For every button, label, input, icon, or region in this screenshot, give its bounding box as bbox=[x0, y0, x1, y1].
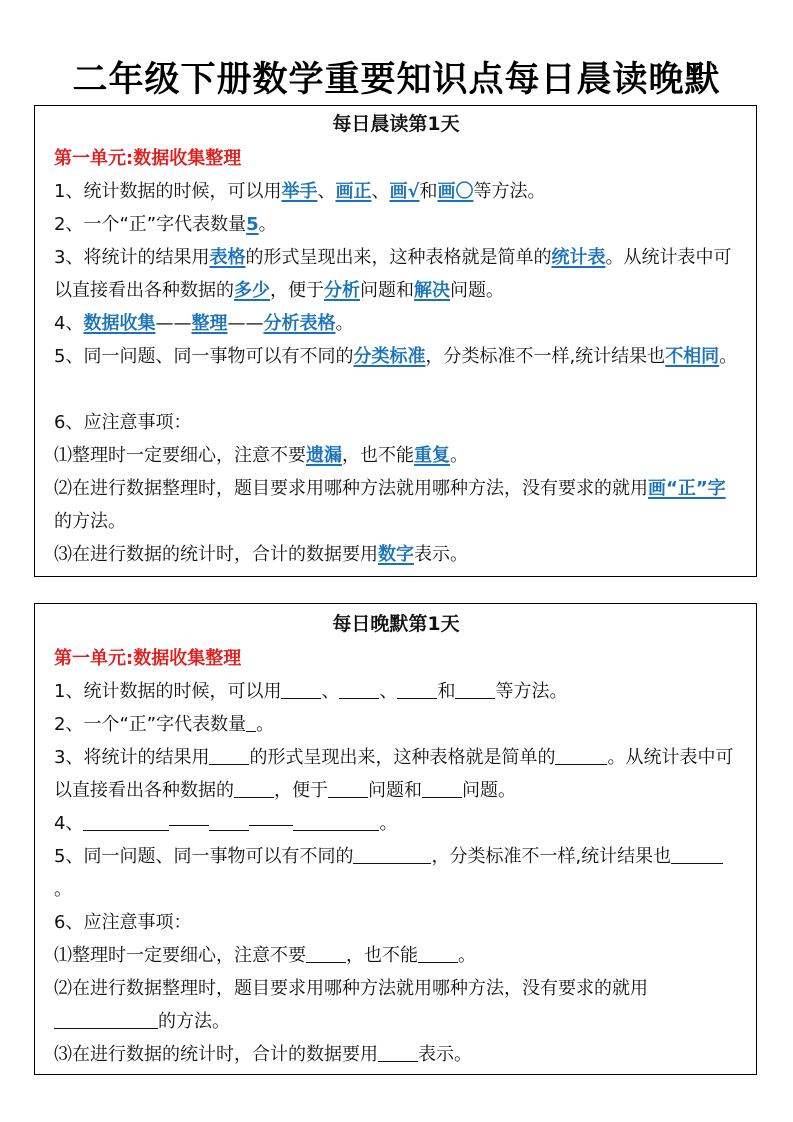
fill-blank[interactable] bbox=[246, 713, 256, 732]
answer: 画“正”字 bbox=[648, 478, 726, 499]
text: 、 bbox=[317, 181, 336, 202]
fill-blank[interactable] bbox=[54, 1010, 158, 1029]
morning-line-9 bbox=[54, 538, 738, 571]
evening-line-4 bbox=[54, 807, 738, 840]
answer: 数字 bbox=[378, 544, 414, 565]
dash-separator bbox=[249, 815, 293, 826]
fill-blank[interactable] bbox=[306, 944, 346, 963]
evening-line-9 bbox=[54, 1038, 738, 1071]
text: 、 bbox=[371, 181, 390, 202]
text: 。 bbox=[458, 945, 476, 966]
morning-line-3 bbox=[54, 241, 738, 307]
fill-blank[interactable] bbox=[671, 845, 723, 864]
evening-line-6: 6、应注意事项： bbox=[54, 912, 192, 933]
text: 、 bbox=[379, 681, 398, 702]
text: 5、同一问题、同一事物可以有不同的 bbox=[54, 346, 354, 367]
fill-blank[interactable] bbox=[397, 680, 437, 699]
fill-blank[interactable] bbox=[353, 845, 431, 864]
answer: 画〇 bbox=[437, 181, 474, 202]
text: ⑴整理时一定要细心，注意不要 bbox=[54, 945, 306, 966]
text: ，分类标准不一样,统计结果也 bbox=[425, 346, 666, 367]
fill-blank[interactable] bbox=[339, 680, 379, 699]
fill-blank[interactable] bbox=[328, 779, 368, 798]
text: 5、同一问题、同一事物可以有不同的 bbox=[54, 846, 354, 867]
answer: 分类标准 bbox=[353, 346, 426, 367]
text: ，便于 bbox=[270, 280, 324, 301]
fill-blank[interactable] bbox=[209, 812, 249, 831]
text: 等方法。 bbox=[473, 181, 546, 202]
text: 和 bbox=[437, 681, 456, 702]
answer: 表格 bbox=[209, 247, 246, 268]
text: 。 bbox=[379, 813, 398, 834]
text: 4、 bbox=[54, 313, 84, 334]
text: 表示。 bbox=[414, 544, 468, 565]
answer: 举手 bbox=[281, 181, 318, 202]
answer: 5 bbox=[246, 214, 259, 235]
text: ，便于 bbox=[274, 780, 328, 801]
text: ，也不能 bbox=[342, 445, 414, 466]
answer: 数据收集 bbox=[83, 313, 156, 334]
answer: 整理 bbox=[191, 313, 228, 334]
text: 、 bbox=[321, 681, 340, 702]
text: 3、将统计的结果用 bbox=[54, 747, 210, 768]
text: 的方法。 bbox=[158, 1011, 230, 1032]
text: 2、一个“正”字代表数量 bbox=[54, 214, 247, 235]
answer: 多少 bbox=[234, 280, 270, 301]
text: 等方法。 bbox=[495, 681, 568, 702]
fill-blank[interactable] bbox=[293, 812, 379, 831]
text: 的形式呈现出来，这种表格就是简单的 bbox=[249, 747, 556, 768]
text: ⑶在进行数据的统计时，合计的数据要用 bbox=[54, 1044, 378, 1065]
morning-line-2 bbox=[54, 208, 738, 241]
morning-heading: 每日晨读第1天 bbox=[332, 113, 460, 135]
evening-line-7 bbox=[54, 939, 738, 972]
fill-blank[interactable] bbox=[418, 944, 458, 963]
text: ，也不能 bbox=[346, 945, 418, 966]
text: —— bbox=[155, 313, 192, 334]
text: 。 bbox=[450, 445, 468, 466]
text: 问题。 bbox=[450, 280, 504, 301]
text: 的形式呈现出来，这种表格就是简单的 bbox=[245, 247, 552, 268]
evening-line-1 bbox=[54, 675, 738, 708]
dash-separator bbox=[169, 815, 209, 826]
text: ，分类标准不一样,统计结果也 bbox=[431, 846, 672, 867]
page-title: 二年级下册数学重要知识点每日晨读晚默 bbox=[72, 60, 721, 100]
text: ⑵在进行数据整理时，题目要求用哪种方法就用哪种方法，没有要求的就用 bbox=[54, 978, 648, 999]
text: 3、将统计的结果用 bbox=[54, 247, 210, 268]
text: 和 bbox=[419, 181, 438, 202]
text: ⑵在进行数据整理时，题目要求用哪种方法就用哪种方法，没有要求的就用 bbox=[54, 478, 648, 499]
fill-blank[interactable] bbox=[234, 779, 274, 798]
morning-line-5 bbox=[54, 340, 738, 406]
answer: 重复 bbox=[414, 445, 450, 466]
text: 。 bbox=[719, 346, 738, 367]
answer: 画正 bbox=[335, 181, 372, 202]
answer: 分析表格 bbox=[263, 313, 336, 334]
fill-blank[interactable] bbox=[281, 680, 321, 699]
fill-blank[interactable] bbox=[209, 746, 249, 765]
text: 。从统计表中可以直接看出各种数据的 bbox=[54, 747, 734, 801]
text: 表示。 bbox=[418, 1044, 472, 1065]
text: 。 bbox=[54, 879, 72, 900]
text: 1、统计数据的时候，可以用 bbox=[54, 681, 282, 702]
fill-blank[interactable] bbox=[378, 1043, 418, 1062]
text: 的方法。 bbox=[54, 511, 126, 532]
answer: 不相同 bbox=[665, 346, 720, 367]
answer: 统计表 bbox=[551, 247, 606, 268]
morning-line-1 bbox=[54, 175, 738, 208]
answer: 解决 bbox=[414, 280, 450, 301]
fill-blank[interactable] bbox=[83, 812, 169, 831]
morning-line-7 bbox=[54, 439, 738, 472]
fill-blank[interactable] bbox=[455, 680, 495, 699]
fill-blank[interactable] bbox=[422, 779, 462, 798]
answer: 分析 bbox=[324, 280, 360, 301]
text: ⑴整理时一定要细心，注意不要 bbox=[54, 445, 306, 466]
answer: 遗漏 bbox=[306, 445, 342, 466]
evening-line-5 bbox=[54, 840, 738, 906]
morning-reading-box bbox=[34, 105, 757, 577]
evening-line-2 bbox=[54, 708, 738, 741]
evening-line-3 bbox=[54, 741, 738, 807]
text: 。 bbox=[256, 714, 275, 735]
text: 问题和 bbox=[360, 280, 414, 301]
text: 问题和 bbox=[368, 780, 422, 801]
morning-line-8 bbox=[54, 472, 738, 538]
text: 。 bbox=[335, 313, 354, 334]
text: 4、 bbox=[54, 813, 84, 834]
text: 。 bbox=[258, 214, 277, 235]
text: ⑶在进行数据的统计时，合计的数据要用 bbox=[54, 544, 378, 565]
morning-line-4 bbox=[54, 307, 738, 340]
answer: 画√ bbox=[389, 181, 420, 202]
text: 。从统计表中可以直接看出各种数据的 bbox=[54, 247, 732, 301]
evening-recitation-box bbox=[34, 603, 757, 1075]
evening-line-8 bbox=[54, 972, 738, 1038]
text: 1、统计数据的时候，可以用 bbox=[54, 181, 282, 202]
text: 2、一个“正”字代表数量 bbox=[54, 714, 247, 735]
evening-unit-title: 第一单元:数据收集整理 bbox=[54, 648, 242, 669]
text: —— bbox=[227, 313, 264, 334]
evening-heading: 每日晚默第1天 bbox=[332, 613, 460, 635]
morning-line-6: 6、应注意事项： bbox=[54, 412, 192, 433]
morning-unit-title: 第一单元:数据收集整理 bbox=[54, 148, 242, 169]
fill-blank[interactable] bbox=[555, 746, 607, 765]
text: 问题。 bbox=[462, 780, 516, 801]
